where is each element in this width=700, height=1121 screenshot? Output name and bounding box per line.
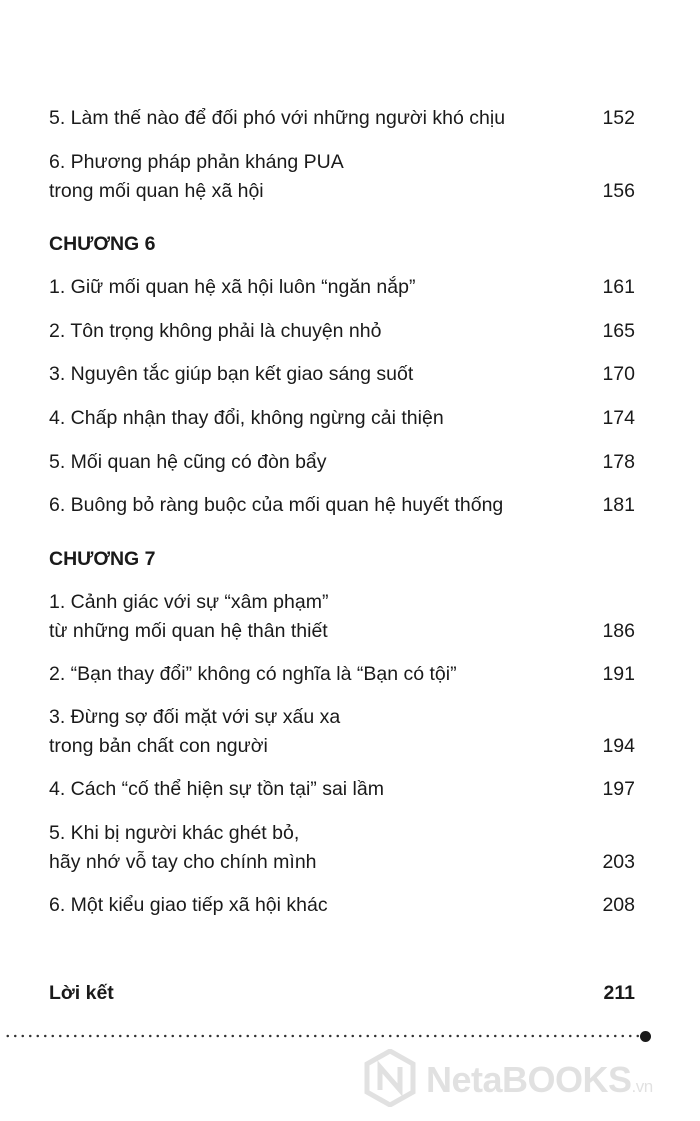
toc-entry[interactable]: [49, 891, 635, 920]
toc-entry[interactable]: [49, 448, 635, 477]
toc-entry-title: 4. Chấp nhận thay đổi, không ngừng cải thiện: [49, 407, 444, 429]
watermark-suffix: .vn: [631, 1077, 653, 1096]
toc-entry-page: 178: [602, 451, 635, 473]
toc-entry-page: 181: [602, 494, 635, 516]
toc-entry-title-line-2: hãy nhớ vỗ tay cho chính mình: [49, 851, 317, 873]
n-hexagon-icon: [364, 1049, 416, 1107]
toc-entry[interactable]: [49, 404, 635, 433]
chapter-heading-6: CHƯƠNG 6: [49, 233, 156, 255]
toc-entry-title-line-1: 6. Phương pháp phản kháng PUA: [49, 151, 344, 173]
chapter-heading-7: CHƯƠNG 7: [49, 548, 156, 570]
toc-entry-title-line-1: 3. Đừng sợ đối mặt với sự xấu xa: [49, 706, 341, 728]
epilogue-title: Lời kết: [49, 982, 114, 1004]
toc-entry[interactable]: [49, 360, 635, 389]
toc-entry-title: 5. Làm thế nào để đối phó với những người khó chịu: [49, 107, 506, 129]
watermark-text: [426, 1059, 653, 1101]
dotted-divider: [4, 1034, 642, 1038]
toc-entry-title: 4. Cách “cố thể hiện sự tồn tại” sai lầm: [49, 778, 384, 800]
toc-entry[interactable]: [49, 104, 635, 133]
toc-entry-page: 156: [602, 180, 635, 202]
toc-entry-page: 170: [602, 363, 635, 385]
toc-entry[interactable]: [49, 819, 635, 877]
toc-entry-page: 161: [602, 276, 635, 298]
toc-entry[interactable]: [49, 660, 635, 689]
epilogue-page: 211: [603, 982, 635, 1004]
toc-entry[interactable]: [49, 588, 635, 646]
toc-entry-title: 2. “Bạn thay đổi” không có nghĩa là “Bạn có tội”: [49, 663, 457, 685]
toc-entry-page: 152: [602, 107, 635, 129]
toc-entry-page: 203: [602, 851, 635, 873]
toc-entry-epilogue[interactable]: [49, 979, 635, 1008]
toc-entry[interactable]: [49, 317, 635, 346]
toc-entry[interactable]: [49, 148, 635, 206]
toc-entry-title-line-2: trong mối quan hệ xã hội: [49, 180, 264, 202]
toc-entry-page: 197: [602, 778, 635, 800]
toc-entry-title: 6. Buông bỏ ràng buộc của mối quan hệ huyết thống: [49, 494, 504, 516]
toc-entry-page: 165: [602, 320, 635, 342]
toc-entry[interactable]: [49, 491, 635, 520]
toc-entry-page: 191: [602, 663, 635, 685]
toc-entry-page: 174: [602, 407, 635, 429]
toc-entry-title-line-1: 1. Cảnh giác với sự “xâm phạm”: [49, 591, 329, 613]
toc-entry-page: 208: [602, 894, 635, 916]
toc-entry-title: 2. Tôn trọng không phải là chuyện nhỏ: [49, 320, 382, 342]
toc-entry-title-line-2: từ những mối quan hệ thân thiết: [49, 620, 328, 642]
divider-end-dot: [640, 1031, 651, 1042]
toc-entry-title: 3. Nguyên tắc giúp bạn kết giao sáng suốt: [49, 363, 414, 385]
toc-entry-title: 5. Mối quan hệ cũng có đòn bẩy: [49, 451, 327, 473]
toc-entry-title: 6. Một kiểu giao tiếp xã hội khác: [49, 894, 328, 916]
toc-entry[interactable]: [49, 703, 635, 761]
toc-entry-title-line-1: 5. Khi bị người khác ghét bỏ,: [49, 822, 300, 844]
toc-entry-page: 186: [602, 620, 635, 642]
toc-entry-page: 194: [602, 735, 635, 757]
toc-entry-title-line-2: trong bản chất con người: [49, 735, 268, 757]
toc-entry[interactable]: [49, 273, 635, 302]
toc-entry[interactable]: [49, 775, 635, 804]
toc-entry-title: 1. Giữ mối quan hệ xã hội luôn “ngăn nắp”: [49, 276, 416, 298]
watermark-brand: NetaBOOKS: [426, 1059, 632, 1100]
